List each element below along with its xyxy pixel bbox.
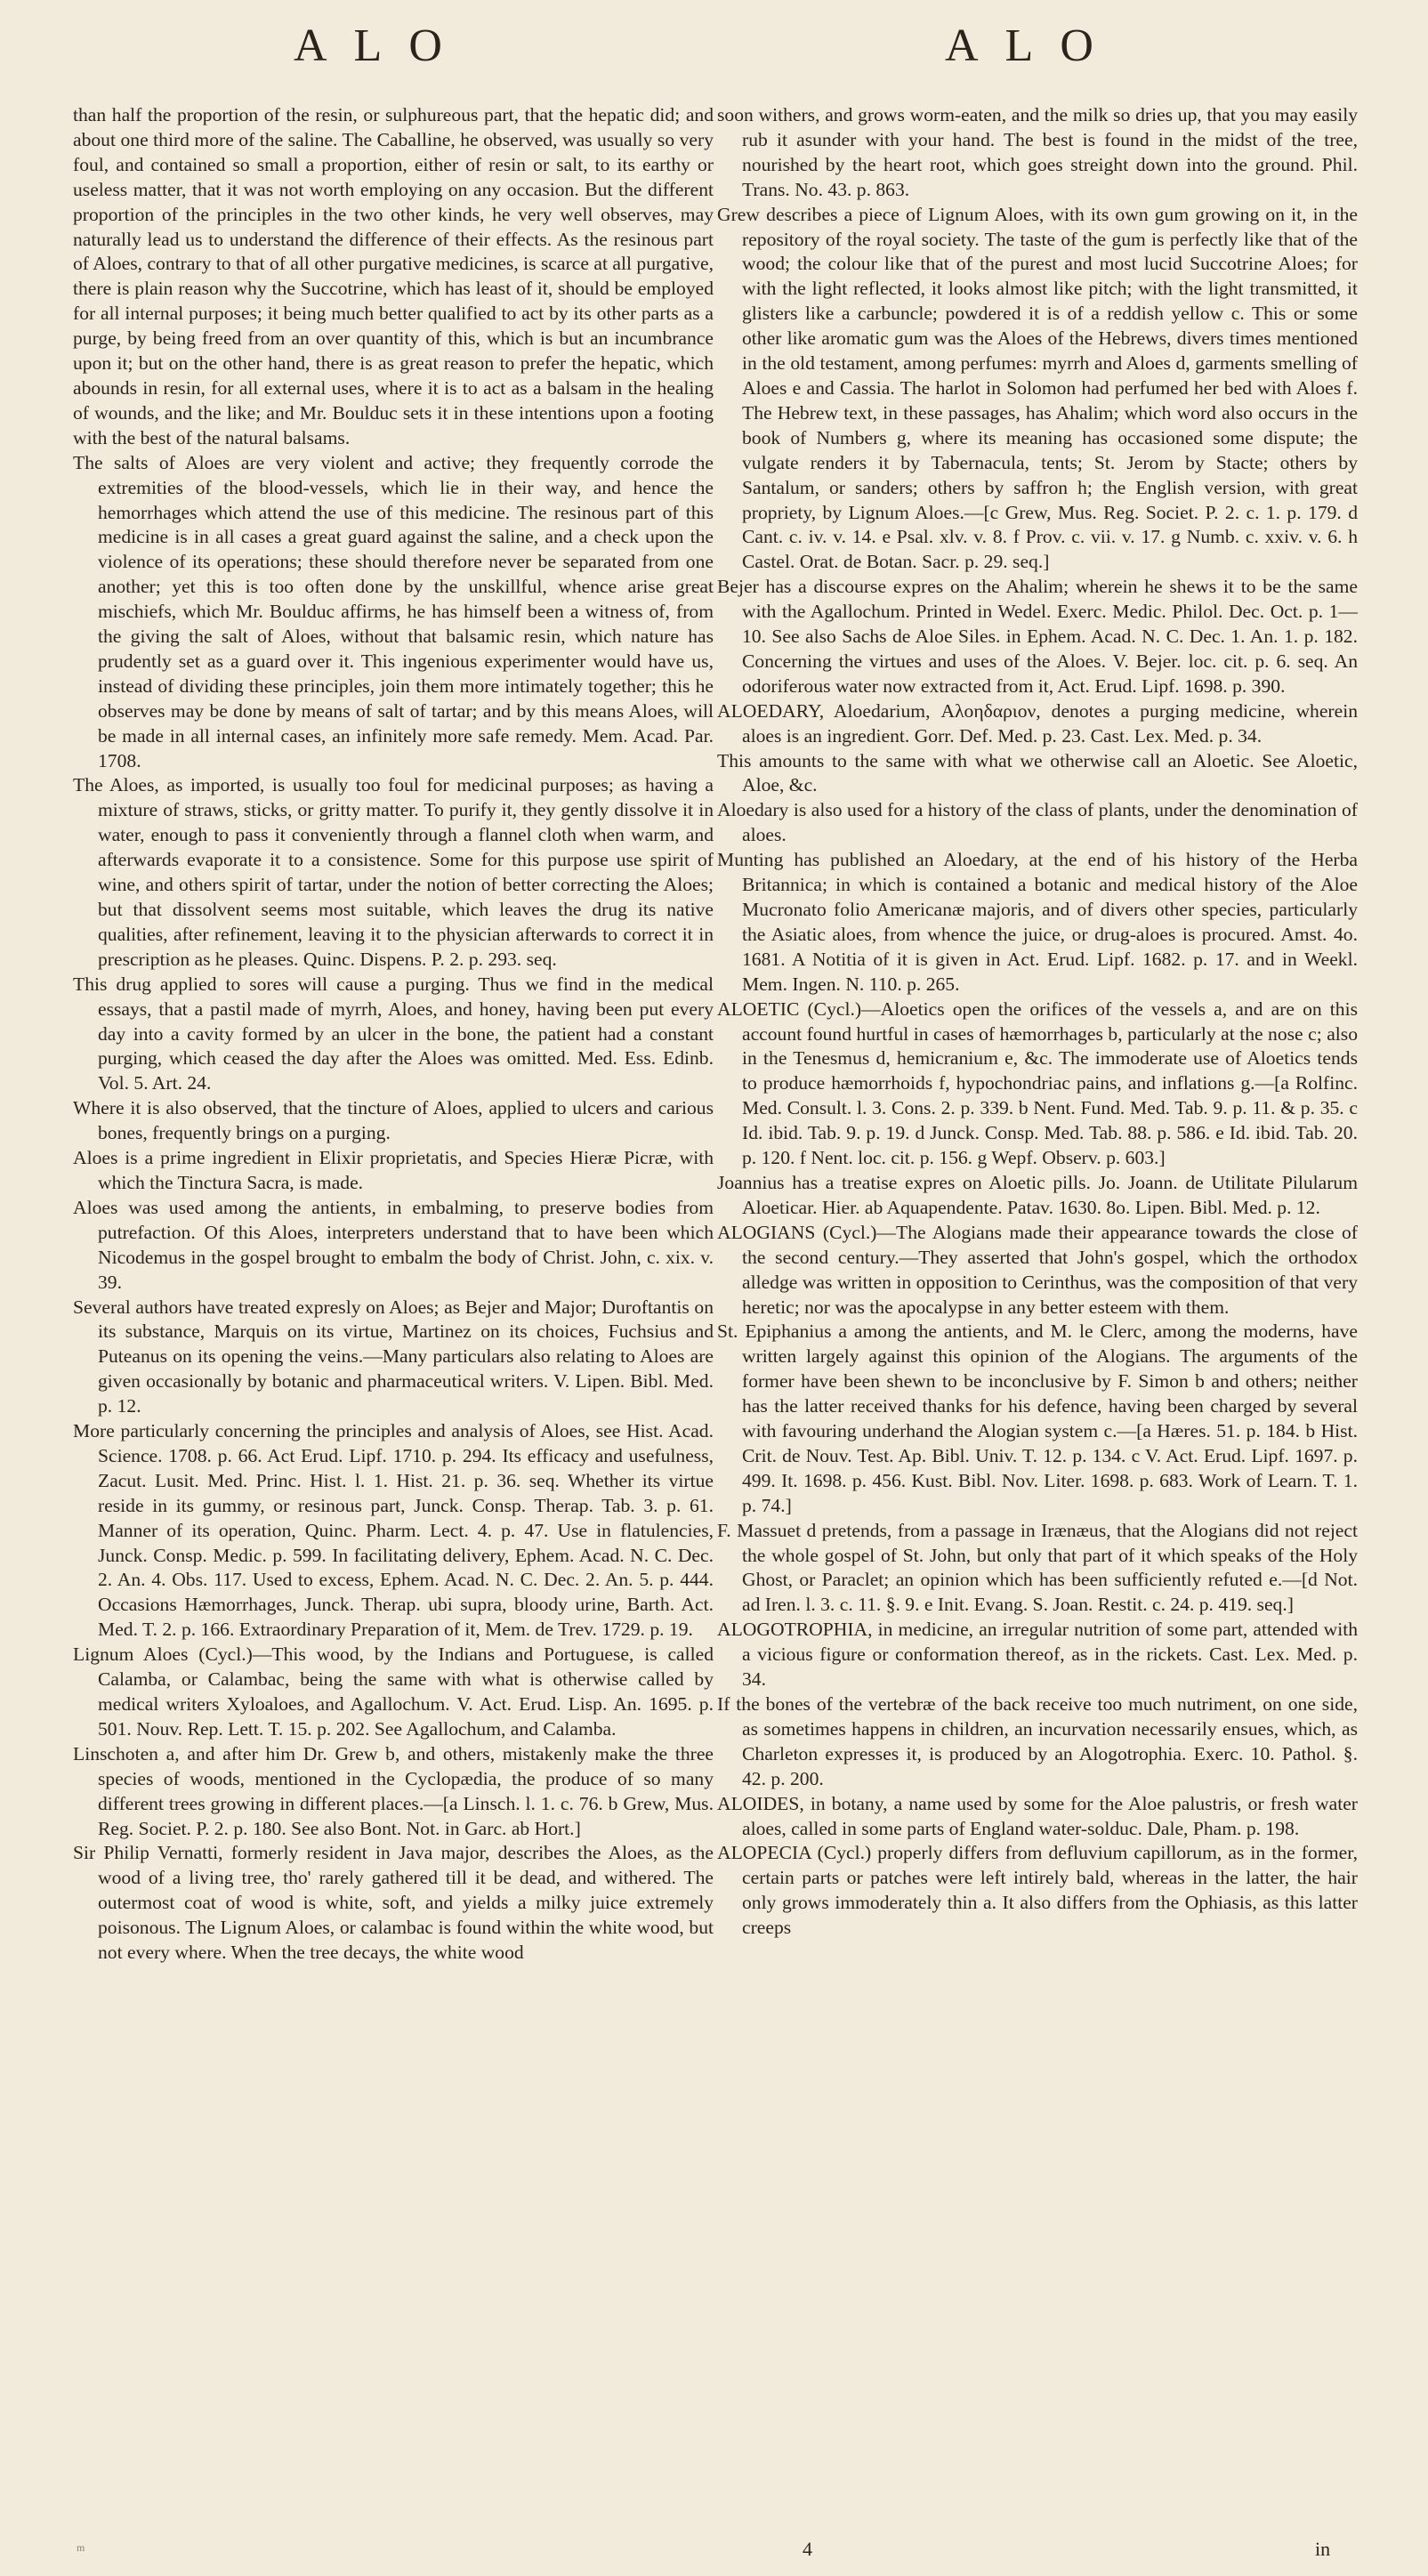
entry-aloetic: ALOETIC (Cycl.)—Aloetics open the orifices of the vessels a, and are on this account found hurtful in cases of hæmorrhages b, particularly at the nose c; also in the Tenesmus d, hemicranium e, &c. The immoderate use of Aloetics tends to produce hæmorrhoids f, hypochondriac pains, and inflations g.—[a Rolfinc. Med. Consult. l. 3. Cons. 2. p. 339. b Nent. Fund. Med. Tab. 9. p. 11. & p. 35. c Id. ibid. Tab. 9. p. 19. d Junck. Consp. Med. Tab. 88. p. 586. e Id. ibid. Tab. 20. p. 120. f Nent. loc. cit. p. 156. g Wepf. Observ. p. 603.] [717, 997, 1358, 1169]
catchword: in [1315, 2538, 1331, 2560]
page-number: 4 [803, 2538, 812, 2560]
paragraph: Sir Philip Vernatti, formerly resident in Java major, describes the Aloes, as the wood of a living tree, tho' rarely gathered till it be dead, and withered. The outermost coat of wood is white, soft, and yields a milky juice extremely poisonous. The Lignum Aloes, or calambac is found within the white wood, but not every where. When the tree decays, the white wood [73, 1842, 714, 1964]
paragraph: This amounts to the same with what we otherwise call an Aloetic. See Aloetic, Aloe, &c. [717, 749, 1358, 796]
paragraph: F. Massuet d pretends, from a passage in Irænæus, that the Alogians did not reject the whole gospel of St. John, but only that part of it which speaks of the Holy Ghost, or Paraclet; an opinion which has been sufficiently refuted e.—[d Not. ad Iren. l. 3. c. 11. §. 9. e Init. Evang. S. Joan. Restit. c. 24. p. 419. seq.] [717, 1519, 1358, 1616]
paragraph: Where it is also observed, that the tincture of Aloes, applied to ulcers and carious bones, frequently brings on a purging. [73, 1097, 714, 1144]
entry-alogians: ALOGIANS (Cycl.)—The Alogians made their appearance towards the close of the second century.—They asserted that John's gospel, which the orthodox alledge was written in opposition to Cerinthus, was the composition of that very heretic; nor was the apocalypse in any better esteem with them. [717, 1221, 1358, 1318]
paragraph: soon withers, and grows worm-eaten, and the milk so dries up, that you may easily rub it asunder with your hand. The best is found in the midst of the tree, nourished by the heart root, which goes streight down into the ground. Phil. Trans. No. 43. p. 863. [717, 104, 1358, 200]
running-head-left: ALO [294, 20, 469, 71]
entry-alogotrophia: ALOGOTROPHIA, in medicine, an irregular nutrition of some part, attended with a vicious figure or conformation thereof, as in the rickets. Cast. Lex. Med. p. 34. [717, 1619, 1358, 1691]
entry-aloedary: ALOEDARY, Aloedarium, Αλοηδαριον, denotes a purging medicine, wherein aloes is an ingredient. Gorr. Def. Med. p. 23. Cast. Lex. Med. p. 34. [717, 699, 1358, 747]
entry-aloides: ALOIDES, in botany, a name used by some for the Aloe palustris, or fresh water aloes, called in some parts of England water-solduc. Dale, Pham. p. 198. [717, 1792, 1358, 1839]
entry-lignum-aloes: Lignum Aloes (Cycl.)—This wood, by the Indians and Portuguese, is called Calamba, or Calambac, being the same with what is otherwise called by medical writers Xyloaloes, and Agallochum. V. Act. Erud. Lisp. An. 1695. p. 501. Nouv. Rep. Lett. T. 15. p. 202. See Agallochum, and Calamba. [73, 1643, 714, 1740]
entry-alopecia: ALOPECIA (Cycl.) properly differs from defluvium capillorum, as in the former, certain parts or patches were left intirely bald, whereas in the latter, the hair only grows immoderately thin a. It also differs from the Ophiasis, as this latter creeps [717, 1842, 1358, 1939]
paragraph: St. Epiphanius a among the antients, and M. le Clerc, among the moderns, have written largely against this opinion of the Alogians. The arguments of the former have been shewn to be inconclusive by F. Simon b and others; neither has the latter received thanks for his defence, having been charged by several with favouring underhand the Alogian system c.—[a Hæres. 51. p. 184. b Hist. Crit. de Nouv. Test. Ap. Bibl. Univ. T. 12. p. 134. c V. Act. Erud. Lipf. 1697. p. 499. It. 1698. p. 456. Kust. Bibl. Nov. Liter. 1698. p. 683. Work of Learn. T. 1. p. 74.] [717, 1320, 1358, 1516]
paragraph: than half the proportion of the resin, or sulphureous part, that the hepatic did; and about one third more of the saline. The Caballine, he observed, was usually so very foul, and contained so small a proportion, either of resin or salt, to its earthy or useless matter, that it was not worth employing on any occasion. But the different proportion of the principles in the two other kinds, he very well observes, may naturally lead us to understand the difference of their effects. As the resinous part of Aloes, contrary to that of all other purgative medicines, is scarce at all purgative, there is plain reason why the Succotrine, which has least of it, should be employed for all internal purposes; it being much better qualified to act by its other parts as a purge, by being freed from an over quantity of this, which is but an incumbrance upon it; but on the other hand, there is as great reason to prefer the hepatic, which abounds in resin, for all external uses, where it is to act as a balsam in the healing of wounds, and the like; and Mr. Boulduc sets it in these intentions upon a footing with the best of the natural balsams. [73, 104, 714, 448]
paragraph: Munting has published an Aloedary, at the end of his history of the Herba Britannica; in which is contained a botanic and medical history of the Aloe Mucronato folio Americanæ majoris, and of divers other species, particularly the Asiatic aloes, from whence the juice, or drug-aloes is procured. Amst. 4o. 1681. A Notitia of it is given in Act. Erud. Lipf. 1682. p. 17. and in Weekl. Mem. Ingen. N. 110. p. 265. [717, 849, 1358, 995]
paragraph: The salts of Aloes are very violent and active; they frequently corrode the extremities of the blood-vessels, which lie in their way, and hence the hemorrhages which attend the use of this medicine. The resinous part of this medicine is in all cases a great guard against the saline, and a check upon the violence of its operations; these should therefore never be separated from one another; yet this is too often done by the unskillful, whence arise great mischiefs, which Mr. Boulduc affirms, he has himself been a witness of, from the giving the salt of Aloes, without that balsamic resin, which nature has prudently set as a guard over it. This ingenious experimenter would have us, instead of dividing these principles, join them more intimately together; this he observes may be done by means of salt of tartar; and by this means Aloes, will be made in all internal cases, an infinitely more safe remedy. Mem. Acad. Par. 1708. [73, 451, 714, 771]
printer-mark: m [77, 2541, 85, 2554]
paragraph: Aloes was used among the antients, in embalming, to preserve bodies from putrefaction. Of this Aloes, interpreters understand that to have been which Nicodemus in the gospel brought to embalm the body of Christ. John, c. xix. v. 39. [73, 1196, 714, 1293]
paragraph: Linschoten a, and after him Dr. Grew b, and others, mistakenly make the three species of woods, mentioned in the Cyclopædia, the produce of so many different trees growing in different places.—[a Linsch. l. 1. c. 76. b Grew, Mus. Reg. Societ. P. 2. p. 180. See also Bont. Not. in Garc. ab Hort.] [73, 1742, 714, 1839]
paragraph: Joannius has a treatise expres on Aloetic pills. Jo. Joann. de Utilitate Pilularum Aloeticar. Hier. ab Aquapendente. Patav. 1630. 8o. Lipen. Bibl. Med. p. 12. [717, 1171, 1358, 1218]
left-column [73, 103, 714, 1966]
paragraph: Aloes is a prime ingredient in Elixir proprietatis, and Species Hieræ Picræ, with which the Tinctura Sacra, is made. [73, 1147, 714, 1193]
paragraph: Aloedary is also used for a history of the class of plants, under the denomination of aloes. [717, 799, 1358, 846]
paragraph: Bejer has a discourse expres on the Ahalim; wherein he shews it to be the same with the Agallochum. Printed in Wedel. Exerc. Medic. Philol. Dec. Oct. p. 1—10. See also Sachs de Aloe Siles. in Ephem. Acad. N. C. Dec. 1. An. 1. p. 182. Concerning the virtues and uses of the Aloes. V. Bejer. loc. cit. p. 6. seq. An odoriferous water now extracted from it, Act. Erud. Lipf. 1698. p. 390. [717, 576, 1358, 697]
paragraph: Several authors have treated expresly on Aloes; as Bejer and Major; Duroftantis on its substance, Marquis on its virtue, Martinez on its choices, Fuchsius and Puteanus on its opening the veins.—Many particulars also relating to Aloes are given occasionally by botanic and pharmaceutical writers. V. Lipen. Bibl. Med. p. 12. [73, 1296, 714, 1417]
running-head-right: ALO [945, 20, 1120, 71]
paragraph: More particularly concerning the principles and analysis of Aloes, see Hist. Acad. Science. 1708. p. 66. Act Erud. Lipf. 1710. p. 294. Its efficacy and usefulness, Zacut. Lusit. Med. Princ. Hist. l. 1. Hist. 21. p. 36. seq. Whether its virtue reside in its gummy, or resinous part, Junck. Consp. Therap. Tab. 3. p. 61. Manner of its operation, Quinc. Pharm. Lect. 4. p. 47. Use in flatulencies, Junck. Consp. Medic. p. 599. In facilitating delivery, Ephem. Acad. N. C. Dec. 2. An. 4. Obs. 117. Used to excess, Ephem. Acad. N. C. Dec. 2. An. 5. p. 444. Occasions Hæmorrhages, Junck. Therap. ubi supra, bloody urine, Barth. Act. Med. T. 2. p. 166. Extraordinary Preparation of it, Mem. de Trev. 1729. p. 19. [73, 1420, 714, 1641]
paragraph: The Aloes, as imported, is usually too foul for medicinal purposes; as having a mixture of straws, sticks, or gritty matter. To purify it, they gently dissolve it in water, enough to pass it conveniently through a flannel cloth when warm, and afterwards evaporate it to a consistence. Some for this purpose use spirit of wine, and others spirit of tartar, under the notion of better correcting the Aloes; but that dissolvent seems most suitable, which leaves the drug its native qualities, after refinement, leaving it to the physician afterwards to correct it in prescription as he pleases. Quinc. Dispens. P. 2. p. 293. seq. [73, 774, 714, 970]
right-column [717, 103, 1358, 1941]
paragraph: If the bones of the vertebræ of the back receive too much nutriment, on one side, as sometimes happens in children, an incurvation necessarily ensues, which, as Charleton expresses it, is produced by an Alogotrophia. Exerc. 10. Pathol. §. 42. p. 200. [717, 1693, 1358, 1789]
paragraph: Grew describes a piece of Lignum Aloes, with its own gum growing on it, in the repository of the royal society. The taste of the gum is perfectly like that of the wood; the colour like that of the purest and most lucid Succotrine Aloes; for with the light reflected, it looks almost like pitch; with the light transmitted, it glisters like a carbuncle; powdered it is of a reddish yellow c. This or some other like aromatic gum was the Aloes of the Hebrews, divers times mentioned in the old testament, among perfumes: myrrh and Aloes d, garments smelling of Aloes e and Cassia. The harlot in Solomon had perfumed her bed with Aloes f. The Hebrew text, in these passages, has Ahalim; which word also occurs in the book of Numbers g, where its meaning has occasioned some dispute; the vulgate renders it by Tabernacula, tents; St. Jerom by Stacte; others by Santalum, or sanders; others by saffron h; the English version, with great propriety, by Lignum Aloes.—[c Grew, Mus. Reg. Societ. P. 2. c. 1. p. 179. d Cant. c. iv. v. 14. e Psal. xlv. v. 8. f Prov. c. vii. v. 17. g Numb. c. xxiv. v. 6. h Castel. Orat. de Botan. Sacr. p. 29. seq.] [717, 203, 1358, 573]
paragraph: This drug applied to sores will cause a purging. Thus we find in the medical essays, that a pastil made of myrrh, Aloes, and honey, having been put every day into a cavity formed by an ulcer in the bone, the patient had a constant purging, which ceased the day after the Aloes was omitted. Med. Ess. Edinb. Vol. 5. Art. 24. [73, 973, 714, 1094]
